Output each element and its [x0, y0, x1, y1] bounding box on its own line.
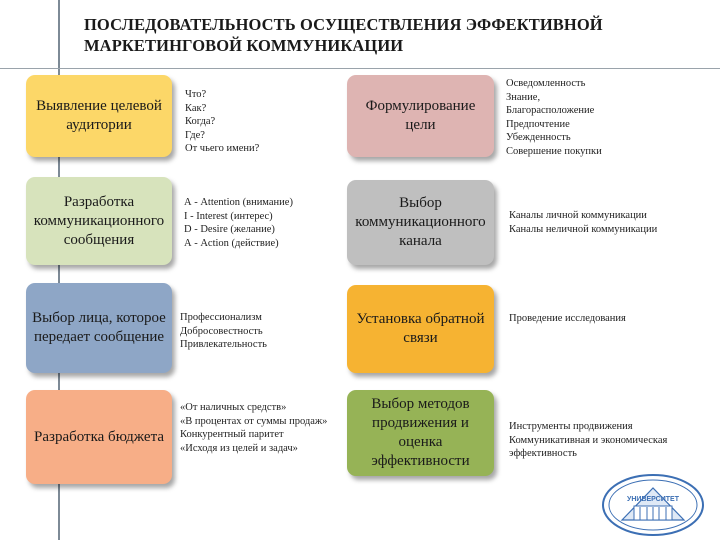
notes-message	[184, 196, 293, 250]
note-line: Проведение исследования	[509, 313, 626, 324]
step-box-objective	[347, 75, 494, 157]
step-label: Разработка бюджета	[34, 428, 164, 445]
notes-budget	[180, 401, 332, 455]
note-line: А - Attention (внимание)	[184, 197, 293, 208]
note-line: Инструменты продвижения	[509, 421, 633, 432]
notes-objective	[506, 77, 602, 158]
slide-title-line-2: МАРКЕТИНГОВОЙ КОММУНИКАЦИИ	[84, 36, 404, 55]
note-line: эффективность	[509, 448, 577, 459]
note-line: «В процентах от суммы продаж»	[180, 415, 328, 427]
note-line: «От наличных средств»	[180, 402, 287, 413]
note-line: Где?	[185, 129, 205, 141]
step-label: Выбор лица, которое передает сообщение	[32, 310, 166, 345]
step-box-budget	[26, 390, 172, 484]
notes-feedback	[509, 312, 626, 326]
step-label: Выбор методов продвижения и оценка эффективности	[371, 396, 470, 469]
note-line: А - Action (действие)	[184, 237, 279, 249]
note-line: D - Desire (желание)	[184, 224, 275, 235]
note-line: Знание,	[506, 91, 541, 103]
slide-title-line-1: ПОСЛЕДОВАТЕЛЬНОСТЬ ОСУЩЕСТВЛЕНИЯ ЭФФЕКТИВНОЙ	[84, 15, 603, 34]
step-label: Выявление целевой аудитории	[36, 98, 162, 133]
note-line: Привлекательность	[180, 339, 267, 350]
note-line: Добросовестность	[180, 325, 263, 337]
notes-promotion	[509, 420, 667, 461]
university-logo	[600, 470, 706, 536]
step-label: Установка обратной связи	[356, 311, 485, 346]
note-line: «Исходя из целей и задач»	[180, 442, 298, 454]
step-box-promotion	[347, 390, 494, 476]
notes-target-audience	[185, 88, 259, 156]
note-line: Профессионализм	[180, 312, 262, 323]
note-line: Убежденность	[506, 132, 571, 143]
note-line: Что?	[185, 89, 207, 100]
note-line: I - Interest (интерес)	[184, 210, 273, 222]
step-box-feedback	[347, 285, 494, 373]
note-line: Каналы личной коммуникации	[509, 210, 647, 221]
slide-title	[84, 14, 704, 56]
title-underline	[0, 68, 720, 69]
notes-channel	[509, 209, 657, 236]
step-box-channel	[347, 180, 494, 265]
note-line: Каналы неличной коммуникации	[509, 223, 658, 235]
step-label: Формулирование цели	[365, 98, 476, 133]
note-line: Совершение покупки	[506, 145, 602, 157]
note-line: Осведомленность	[506, 78, 586, 89]
note-line: Как?	[185, 102, 207, 114]
note-line: От чьего имени?	[185, 143, 260, 154]
note-line: Конкурентный паритет	[180, 429, 284, 440]
note-line: Предпочтение	[506, 118, 570, 130]
step-label: Разработка коммуникационного сообщения	[33, 193, 165, 248]
step-label: Выбор коммуникационного канала	[355, 195, 486, 249]
note-line: Когда?	[185, 116, 216, 127]
note-line: Коммуникативная и экономическая	[509, 434, 668, 446]
step-box-messenger	[26, 283, 172, 373]
note-line: Благорасположение	[506, 105, 595, 116]
step-box-target-audience	[26, 75, 172, 157]
logo-text: УНИВЕРСИТЕТ	[627, 496, 679, 503]
step-box-message	[26, 177, 172, 265]
notes-messenger	[180, 311, 267, 352]
